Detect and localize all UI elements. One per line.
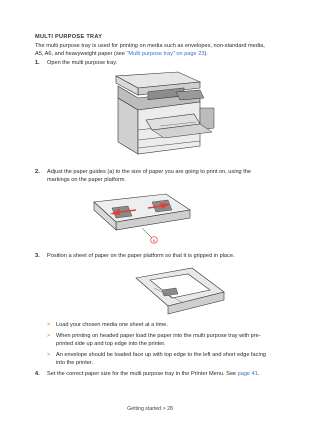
step-4 bbox=[35, 371, 275, 379]
bullet-item: > When printing on headed paper load the paper into the multi purpose tray with pre-printed side up and top edge into the printer. bbox=[47, 333, 261, 347]
step-text: Position a sheet of paper on the paper platform so that it is gripped in place. bbox=[47, 253, 235, 259]
intro-paragraph bbox=[35, 43, 270, 58]
figure-callout-label: a bbox=[152, 237, 156, 243]
bullet-item: > An envelope should be loaded face up with top edge to the left and short edge facing into the printer. bbox=[47, 352, 266, 366]
intro-link[interactable]: "Multi purpose tray" on page 23 bbox=[126, 50, 205, 57]
section-title: MULTI PURPOSE TRAY bbox=[35, 34, 103, 40]
step-text: Open the multi purpose tray. bbox=[47, 60, 118, 66]
bullet-item: > Load your chosen media one sheet at a time. bbox=[47, 322, 168, 328]
step-2 bbox=[35, 169, 275, 184]
step-number: 1. bbox=[35, 60, 40, 66]
arrow-icon: > bbox=[47, 322, 51, 328]
arrow-icon: > bbox=[47, 333, 51, 339]
printer-open-tray-illustration bbox=[88, 68, 216, 163]
page-link[interactable]: page 41 bbox=[237, 371, 258, 377]
arrow-icon: > bbox=[47, 352, 51, 358]
intro-text: The multi purpose tray is used for printing on media such as envelopes, non-standard media, A5, A6, and heavyweight paper (see bbox=[35, 43, 265, 57]
step-number: 2. bbox=[35, 169, 40, 175]
paper-on-platform-illustration bbox=[132, 266, 228, 316]
step-3 bbox=[35, 253, 275, 261]
step-number: 3. bbox=[35, 253, 40, 259]
step-text: Adjust the paper guides (a) to the size of paper you are going to print on, using the markings on the paper platform. bbox=[47, 169, 251, 183]
step-1 bbox=[35, 60, 275, 68]
paper-guides-illustration bbox=[92, 188, 192, 246]
page-footer: Getting started > 28 bbox=[127, 406, 173, 412]
intro-tail: ). bbox=[204, 50, 208, 57]
step-text: Set the correct paper size for the multi purpose tray in the Printer Menu. See page 41. bbox=[47, 371, 260, 377]
step-number: 4. bbox=[35, 371, 40, 377]
